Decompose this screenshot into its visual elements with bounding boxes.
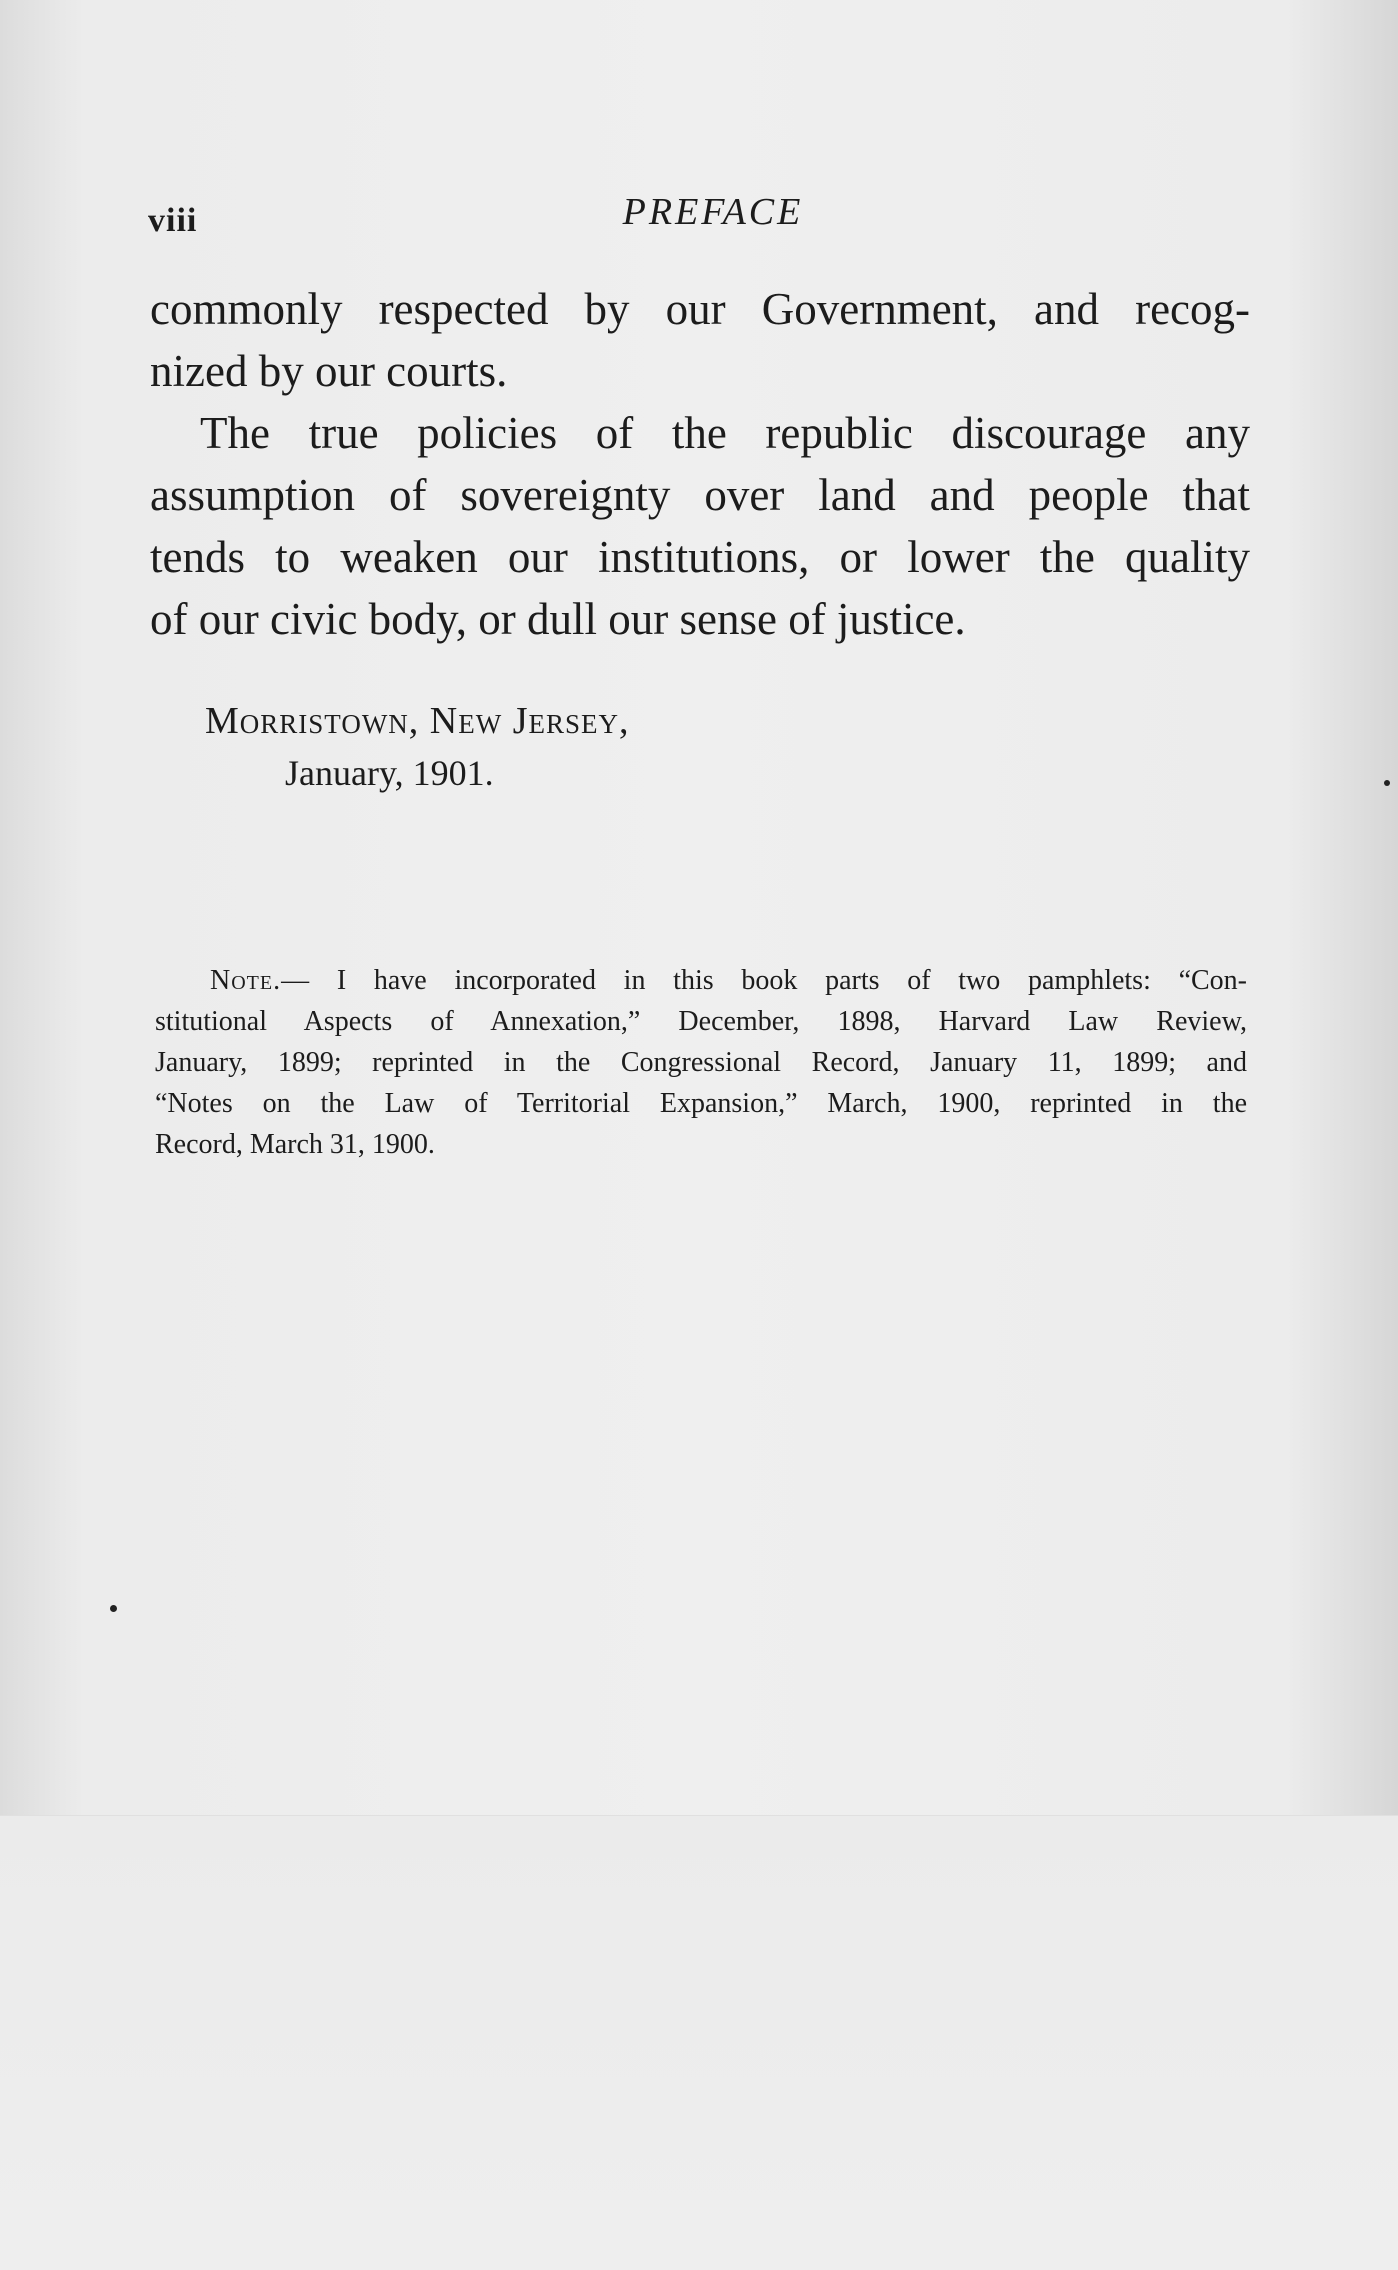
scan-speck <box>1384 780 1390 786</box>
text-line: The true policies of the republic discourage any <box>200 408 1250 458</box>
page-lower-band <box>0 1815 1398 2270</box>
paragraph-continuation <box>150 278 1250 402</box>
footnote <box>155 960 1247 1165</box>
text-line: commonly respected by our Government, and recog- <box>150 284 1250 334</box>
signature-date: January, 1901. <box>285 753 494 793</box>
page-header <box>148 190 1248 250</box>
text-line: nized by our courts. <box>150 346 508 396</box>
scan-speck <box>110 1605 117 1612</box>
signature-block <box>205 695 630 799</box>
text-line: of our civic body, or dull our sense of justice. <box>150 594 966 644</box>
note-line <box>155 960 1247 1001</box>
paragraph-policies <box>150 402 1250 650</box>
text-line: assumption of sovereignty over land and people that <box>150 470 1250 520</box>
note-line: “Notes on the Law of Territorial Expansion,” March, 1900, reprinted in the <box>155 1088 1247 1119</box>
note-text: — I have incorporated in this book parts of two pamphlets: “Con- <box>281 965 1247 996</box>
page-number: viii <box>148 202 198 239</box>
running-title: PREFACE <box>622 191 804 233</box>
note-line: Record, March 31, 1900. <box>155 1129 435 1160</box>
signature-place: Morristown, New Jersey, <box>205 700 630 742</box>
note-line: stitutional Aspects of Annexation,” December, 1898, Harvard Law Review, <box>155 1006 1247 1037</box>
preface-body <box>150 278 1250 650</box>
note-label: Note. <box>210 965 282 996</box>
text-line: tends to weaken our institutions, or lower the quality <box>150 532 1250 582</box>
note-line: January, 1899; reprinted in the Congressional Record, January 11, 1899; and <box>155 1047 1247 1078</box>
